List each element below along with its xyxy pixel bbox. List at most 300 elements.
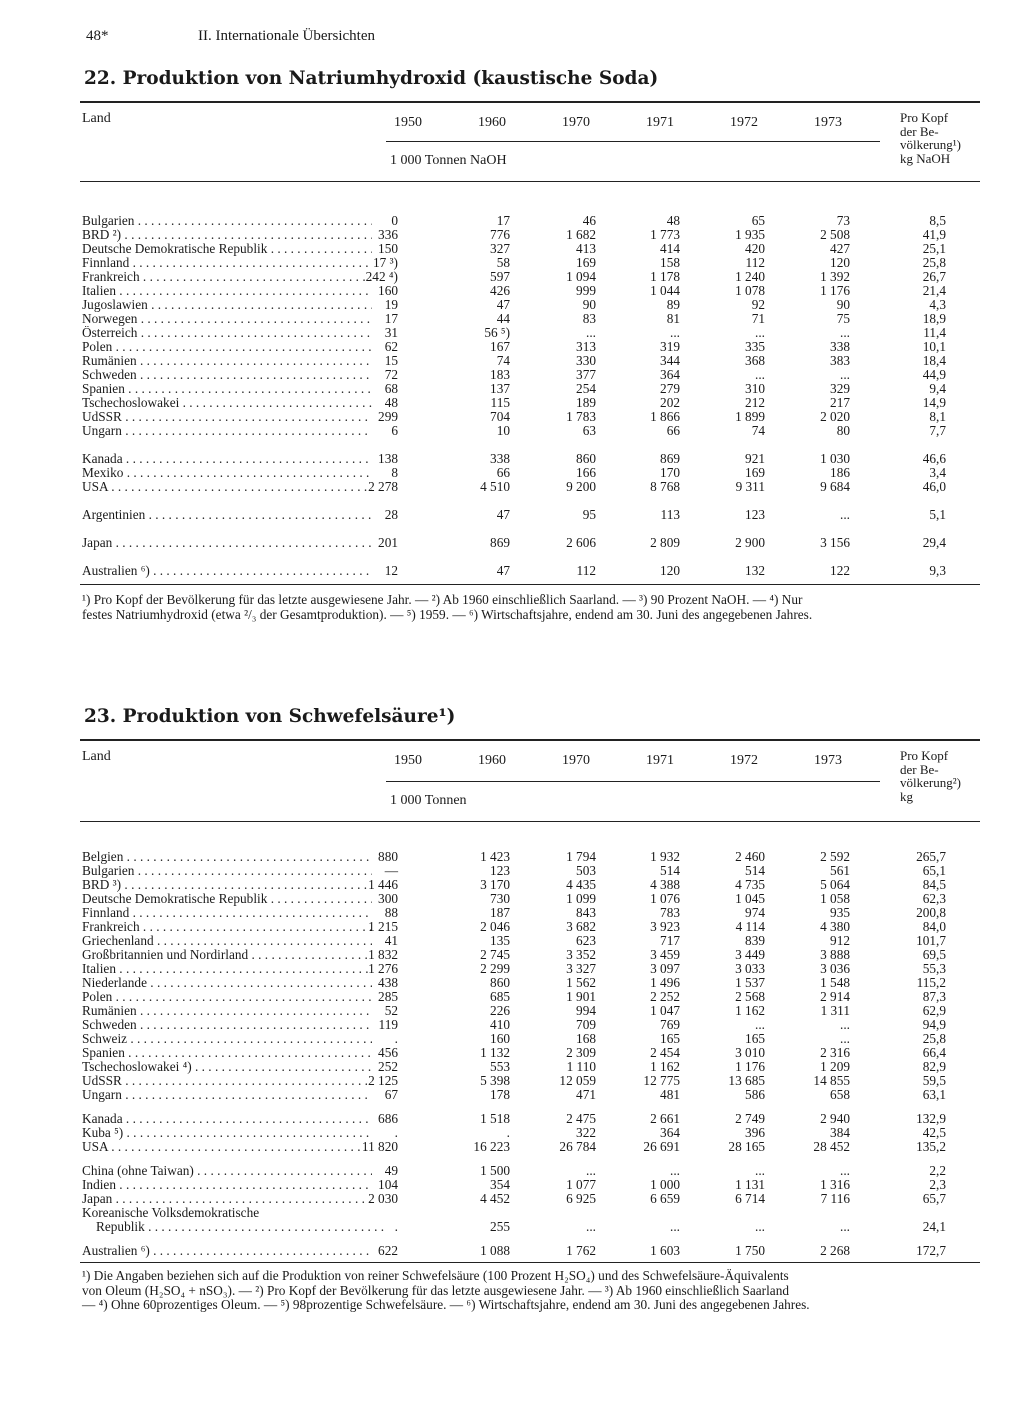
year-value: 68 [384, 381, 398, 396]
year-value: 1 603 [650, 1243, 680, 1258]
year-value: 1 311 [820, 1003, 850, 1018]
year-value: ... [586, 325, 596, 340]
table-row [80, 1112, 980, 1126]
table-row [80, 410, 980, 424]
year-value: 3 033 [735, 961, 765, 976]
row-label: Finnland . . . [82, 256, 372, 270]
year-value: 26 784 [559, 1139, 596, 1154]
year-value: 1 750 [735, 1243, 765, 1258]
per-head-value: 42,5 [922, 1125, 946, 1140]
table-row [80, 1126, 980, 1140]
table-row [80, 536, 980, 550]
per-head-line: der Be- [900, 761, 939, 777]
table-22-footnotes [82, 593, 982, 622]
per-head-value: 9,3 [929, 563, 946, 578]
year-value: 6 714 [735, 1191, 765, 1206]
year-value: 3 682 [566, 919, 596, 934]
year-value: 4 388 [650, 877, 680, 892]
table-22-header [80, 103, 980, 181]
group-spacer [80, 550, 980, 564]
year-value: 62 [384, 339, 398, 354]
column-header-year: 1973 [814, 753, 842, 768]
year-value: 65 [751, 213, 765, 228]
table-23-footnotes [82, 1269, 982, 1313]
year-value: 2 030 [368, 1191, 398, 1206]
year-value: 322 [576, 1125, 596, 1140]
table-row [80, 382, 980, 396]
year-value: 2 914 [820, 989, 850, 1004]
table-row [80, 878, 980, 892]
year-value: 0 [391, 213, 398, 228]
unit-rule [386, 141, 880, 142]
year-value: 377 [576, 367, 596, 382]
year-value: ... [670, 1219, 680, 1234]
year-value: 3 888 [820, 947, 850, 962]
row-label: Indien . . . [82, 1178, 372, 1192]
running-section-title: II. Internationale Übersichten [198, 28, 376, 44]
year-value: ... [840, 1017, 850, 1032]
year-value: 1 176 [820, 283, 850, 298]
table-row [80, 1088, 980, 1102]
year-value: 189 [576, 395, 596, 410]
row-label: UdSSR . . . [82, 1074, 372, 1088]
per-head-value: 18,4 [922, 353, 946, 368]
year-value: 165 [745, 1031, 765, 1046]
year-value: 1 045 [735, 891, 765, 906]
row-label: Kanada . . . [82, 452, 372, 466]
table-row [80, 934, 980, 948]
year-value: 427 [830, 241, 850, 256]
per-head-value: 84,0 [922, 919, 946, 934]
table-row [80, 1004, 980, 1018]
table-row [80, 1178, 980, 1192]
year-value: 623 [576, 933, 596, 948]
year-value: 3 459 [650, 947, 680, 962]
year-value: 717 [660, 933, 680, 948]
year-value: 112 [745, 255, 765, 270]
year-value: 67 [384, 1087, 398, 1102]
year-value: 2 809 [650, 535, 680, 550]
year-value: 999 [576, 283, 596, 298]
row-label: UdSSR . . . [82, 410, 372, 424]
year-value: 336 [378, 227, 398, 242]
year-value: 2 460 [735, 849, 765, 864]
table-23-bottom-rule [80, 1262, 980, 1263]
table-row [80, 1018, 980, 1032]
year-value: 4 452 [480, 1191, 510, 1206]
year-value: 58 [496, 255, 510, 270]
year-value: ... [840, 367, 850, 382]
per-head-value: 21,4 [922, 283, 946, 298]
per-head-value: 2,3 [929, 1177, 946, 1192]
column-header-year: 1971 [646, 753, 674, 768]
year-value: 178 [490, 1087, 510, 1102]
year-value: 586 [745, 1087, 765, 1102]
row-label: Großbritannien und Nordirland . . . [82, 948, 372, 962]
year-value: 170 [660, 465, 680, 480]
year-value: 1 162 [735, 1003, 765, 1018]
year-value: 168 [576, 1031, 596, 1046]
row-label: Republik . . . [82, 1220, 386, 1234]
table-row [80, 424, 980, 438]
year-value: — [384, 863, 398, 878]
year-value: 16 223 [473, 1139, 510, 1154]
per-head-value: 25,8 [922, 255, 946, 270]
row-label: Österreich . . . [82, 326, 372, 340]
year-value: 120 [660, 563, 680, 578]
year-value: 300 [378, 891, 398, 906]
year-value: ... [840, 507, 850, 522]
year-value: 368 [745, 353, 765, 368]
unit-label: 1 000 Tonnen NaOH [390, 153, 507, 168]
year-value: 481 [660, 1087, 680, 1102]
year-value: 1 132 [480, 1045, 510, 1060]
year-value: 8 [391, 465, 398, 480]
footnote-line: ¹) Pro Kopf der Bevölkerung für das letzte ausgewiesene Jahr. — ²) Ab 1960 einschließlich Saarland. — ³) 90 Prozent NaOH. — ⁴) Nur [82, 592, 803, 607]
year-value: 414 [660, 241, 680, 256]
table-22-title: 22. Produktion von Natriumhydroxid (kaustische Soda) [84, 68, 659, 89]
year-value: 3 156 [820, 535, 850, 550]
row-label: Rumänien . . . [82, 1004, 372, 1018]
year-value: 3 449 [735, 947, 765, 962]
year-value: 1 832 [368, 947, 398, 962]
per-head-value: 7,7 [929, 423, 946, 438]
year-value: 327 [490, 241, 510, 256]
per-head-value: 65,1 [922, 863, 946, 878]
year-value: 217 [830, 395, 850, 410]
year-value: ... [840, 1031, 850, 1046]
table-row [80, 354, 980, 368]
year-value: 71 [751, 311, 765, 326]
year-value: 137 [490, 381, 510, 396]
year-value: 12 [384, 563, 398, 578]
year-value: 158 [660, 255, 680, 270]
year-value: 160 [378, 283, 398, 298]
table-row [80, 466, 980, 480]
year-value: 75 [836, 311, 850, 326]
table-row [80, 256, 980, 270]
year-value: 212 [745, 395, 765, 410]
year-value: 52 [384, 1003, 398, 1018]
year-value: 2 749 [735, 1111, 765, 1126]
year-value: 28 452 [813, 1139, 850, 1154]
year-value: 242 ⁴) [365, 269, 398, 284]
group-spacer [80, 522, 980, 536]
row-label: Tschechoslowakei . . . [82, 396, 372, 410]
per-head-value: 135,2 [916, 1139, 946, 1154]
year-value: 252 [378, 1059, 398, 1074]
year-value: ... [755, 325, 765, 340]
year-value: 167 [490, 339, 510, 354]
year-value: 860 [490, 975, 510, 990]
year-value: 31 [384, 325, 398, 340]
table-row [80, 1192, 980, 1206]
per-head-value: 132,9 [916, 1111, 946, 1126]
year-value: . [506, 1125, 510, 1140]
year-value: 709 [576, 1017, 596, 1032]
per-head-value: 46,6 [922, 451, 946, 466]
table-22-bottom-rule [80, 584, 980, 585]
year-value: 413 [576, 241, 596, 256]
year-value: 201 [378, 535, 398, 550]
year-value: 169 [745, 465, 765, 480]
year-value: 299 [378, 409, 398, 424]
year-value: 2 454 [650, 1045, 680, 1060]
per-head-value: 94,9 [922, 1017, 946, 1032]
row-label: Mexiko . . . [82, 466, 372, 480]
per-head-value: 24,1 [922, 1219, 946, 1234]
per-head-value: 200,8 [916, 905, 946, 920]
year-value: 869 [660, 451, 680, 466]
year-value: 1 537 [735, 975, 765, 990]
year-value: 47 [496, 297, 510, 312]
year-value: 329 [830, 381, 850, 396]
table-row [80, 326, 980, 340]
year-value: 150 [378, 241, 398, 256]
year-value: 13 685 [728, 1073, 765, 1088]
year-value: 112 [576, 563, 596, 578]
row-label: Griechenland . . . [82, 934, 372, 948]
year-value: 1 162 [650, 1059, 680, 1074]
column-header-per-head [900, 749, 961, 803]
year-value: 1 078 [735, 283, 765, 298]
year-value: 90 [582, 297, 596, 312]
group-spacer [80, 438, 980, 452]
unit-label: 1 000 Tonnen [390, 793, 467, 808]
year-value: 3 036 [820, 961, 850, 976]
year-value: 183 [490, 367, 510, 382]
per-head-value: 4,3 [929, 297, 946, 312]
column-header-year: 1971 [646, 115, 674, 130]
row-label: Schweden . . . [82, 1018, 372, 1032]
table-row [80, 906, 980, 920]
per-head-value: 14,9 [922, 395, 946, 410]
row-label: Japan . . . [82, 1192, 372, 1206]
year-value: 704 [490, 409, 510, 424]
row-label: Bulgarien . . . [82, 214, 372, 228]
table-row [80, 1220, 980, 1234]
year-value: 9 684 [820, 479, 850, 494]
year-value: 138 [378, 451, 398, 466]
column-header-year: 1972 [730, 753, 758, 768]
per-head-line: völkerung¹) [900, 137, 961, 152]
row-label: Spanien . . . [82, 382, 372, 396]
year-value: 503 [576, 863, 596, 878]
year-value: ... [755, 367, 765, 382]
year-value: ... [840, 325, 850, 340]
year-value: 2 268 [820, 1243, 850, 1258]
table-row [80, 976, 980, 990]
per-head-value: 2,2 [929, 1163, 946, 1178]
table-22-body [80, 214, 980, 578]
per-head-value: 25,1 [922, 241, 946, 256]
table-row [80, 1074, 980, 1088]
year-value: 1 099 [566, 891, 596, 906]
column-header-land: Land [82, 111, 111, 126]
year-value: 1 047 [650, 1003, 680, 1018]
year-value: 514 [745, 863, 765, 878]
row-label: China (ohne Taiwan) . . . [82, 1164, 372, 1178]
year-value: 2 568 [735, 989, 765, 1004]
year-value: 426 [490, 283, 510, 298]
footnote-line: von Oleum (H₂SO₄ + nSO₃). — ²) Pro Kopf der Bevölkerung für das letzte ausgewiesene Jahr. — ³) Ab 1960 einschließlich Saarland [82, 1282, 790, 1298]
year-value: 73 [836, 213, 850, 228]
table-23-title: 23. Produktion von Schwefelsäure¹) [84, 706, 456, 727]
table-row [80, 242, 980, 256]
year-value: 12 059 [559, 1073, 596, 1088]
year-value: 383 [830, 353, 850, 368]
year-value: 364 [660, 1125, 680, 1140]
year-value: 123 [745, 507, 765, 522]
year-value: 41 [384, 933, 398, 948]
year-value: ... [840, 1163, 850, 1178]
per-head-value: 46,0 [922, 479, 946, 494]
table-row [80, 508, 980, 522]
year-value: 66 [496, 465, 510, 480]
year-value: 123 [490, 863, 510, 878]
table-row [80, 1140, 980, 1154]
column-header-land: Land [82, 749, 111, 764]
year-value: ... [586, 1219, 596, 1234]
year-value: 165 [660, 1031, 680, 1046]
year-value: 202 [660, 395, 680, 410]
per-head-line: der Be- [900, 123, 939, 139]
year-value: 169 [576, 255, 596, 270]
year-value: 880 [378, 849, 398, 864]
year-value: 456 [378, 1045, 398, 1060]
table-row-name-continuation [80, 1206, 980, 1220]
year-value: 1 215 [368, 919, 398, 934]
per-head-value: 26,7 [922, 269, 946, 284]
year-value: 783 [660, 905, 680, 920]
page-header [86, 28, 375, 45]
table-row [80, 368, 980, 382]
table-row [80, 214, 980, 228]
table-row [80, 920, 980, 934]
column-header-year: 1970 [562, 115, 590, 130]
per-head-value: 29,4 [922, 535, 946, 550]
per-head-value: 55,3 [922, 961, 946, 976]
year-value: 2 020 [820, 409, 850, 424]
year-value: ... [586, 1163, 596, 1178]
year-value: 89 [666, 297, 680, 312]
year-value: 2 046 [480, 919, 510, 934]
year-value: 48 [384, 395, 398, 410]
year-value: 1 496 [650, 975, 680, 990]
per-head-value: 115,2 [916, 975, 946, 990]
column-header-year: 1950 [394, 115, 422, 130]
row-label: Deutsche Demokratische Republik . . . [82, 242, 372, 256]
year-value: 860 [576, 451, 596, 466]
year-value: 310 [745, 381, 765, 396]
year-value: 3 352 [566, 947, 596, 962]
year-value: 1 030 [820, 451, 850, 466]
year-value: 364 [660, 367, 680, 382]
per-head-line: Pro Kopf [900, 748, 949, 763]
column-header-year: 1972 [730, 115, 758, 130]
year-value: 2 508 [820, 227, 850, 242]
year-value: 5 398 [480, 1073, 510, 1088]
year-value: 1 276 [368, 961, 398, 976]
year-value: 15 [384, 353, 398, 368]
table-row [80, 1046, 980, 1060]
per-head-line: Pro Kopf [900, 110, 949, 125]
table-row [80, 1060, 980, 1074]
year-value: 1 058 [820, 891, 850, 906]
year-value: 6 659 [650, 1191, 680, 1206]
row-label: Koreanische Volksdemokratische [82, 1205, 260, 1220]
year-value: 338 [830, 339, 850, 354]
year-value: 396 [745, 1125, 765, 1140]
per-head-value: 63,1 [922, 1087, 946, 1102]
page-number: 48* [86, 28, 109, 44]
year-value: 843 [576, 905, 596, 920]
year-value: 622 [378, 1243, 398, 1258]
year-value: 338 [490, 451, 510, 466]
group-spacer [80, 494, 980, 508]
row-label: Frankreich . . . [82, 920, 372, 934]
year-value: 1 762 [566, 1243, 596, 1258]
footnote-line: ¹) Die Angaben beziehen sich auf die Produktion von reiner Schwefelsäure (100 Prozent H₂SO₄) und des Schwefelsäure-Äquivalents [82, 1268, 789, 1283]
year-value: 1 088 [480, 1243, 510, 1258]
table-row [80, 962, 980, 976]
column-header-year: 1950 [394, 753, 422, 768]
table-row [80, 1244, 980, 1258]
year-value: 313 [576, 339, 596, 354]
per-head-value: 10,1 [922, 339, 946, 354]
year-value: . [394, 1031, 398, 1046]
year-value: 113 [660, 507, 680, 522]
year-value: 1 094 [566, 269, 596, 284]
year-value: 187 [490, 905, 510, 920]
year-value: 420 [745, 241, 765, 256]
year-value: 2 475 [566, 1111, 596, 1126]
year-value: 1 562 [566, 975, 596, 990]
year-value: 226 [490, 1003, 510, 1018]
table-22-section [80, 68, 980, 622]
unit-rule [386, 781, 880, 782]
year-value: 2 278 [368, 479, 398, 494]
year-value: 122 [830, 563, 850, 578]
per-head-value: 59,5 [922, 1073, 946, 1088]
column-header-year: 1970 [562, 753, 590, 768]
year-value: 63 [582, 423, 596, 438]
per-head-line: völkerung²) [900, 775, 961, 790]
year-value: 354 [490, 1177, 510, 1192]
per-head-value: 62,9 [922, 1003, 946, 1018]
column-header-year: 1960 [478, 115, 506, 130]
per-head-value: 9,4 [929, 381, 946, 396]
table-row [80, 452, 980, 466]
per-head-value: 66,4 [922, 1045, 946, 1060]
year-value: 1 423 [480, 849, 510, 864]
year-value: 319 [660, 339, 680, 354]
row-label: Polen . . . [82, 990, 372, 1004]
table-row [80, 564, 980, 578]
year-value: 1 866 [650, 409, 680, 424]
table-23-header [80, 741, 980, 821]
year-value: 6 925 [566, 1191, 596, 1206]
year-value: 1 077 [566, 1177, 596, 1192]
year-value: 1 316 [820, 1177, 850, 1192]
year-value: 47 [496, 563, 510, 578]
year-value: 2 900 [735, 535, 765, 550]
year-value: 4 510 [480, 479, 510, 494]
year-value: ... [670, 1163, 680, 1178]
year-value: 74 [751, 423, 765, 438]
per-head-value: 41,9 [922, 227, 946, 242]
year-value: 44 [496, 311, 510, 326]
